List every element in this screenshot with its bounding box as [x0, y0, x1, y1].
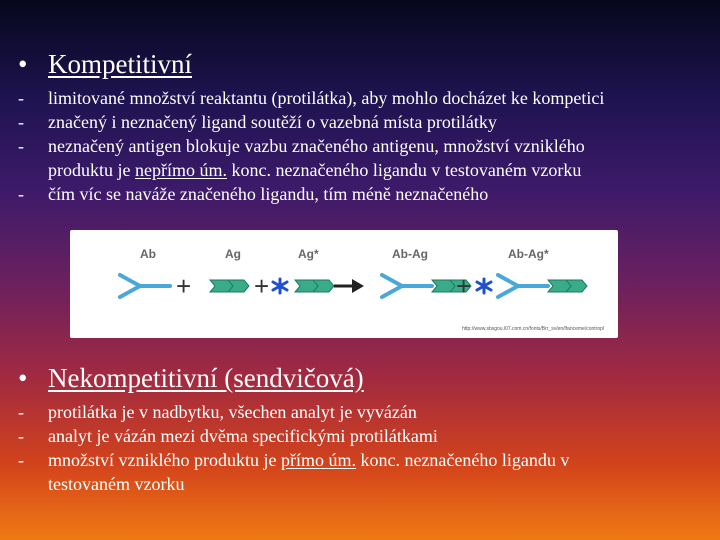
list-item-text: testovaném vzorku [48, 474, 185, 494]
dash: - [18, 450, 24, 470]
list-item [18, 86, 708, 110]
label-ab: Ab [140, 247, 156, 261]
bullet: • [18, 49, 28, 79]
list-item-text: konc. neznačeného ligandu v testovaném vzorku [227, 160, 582, 180]
bullet: • [18, 363, 28, 393]
label-star-icon [273, 279, 287, 293]
list-item-text: neznačený antigen blokuje vazbu značeného antigenu, množství vzniklého [48, 136, 585, 156]
list-item-underlined-text: nepřímo úm. [135, 160, 227, 180]
list-item-text: množství vzniklého produktu je [48, 450, 281, 470]
antigen-icon [295, 280, 334, 292]
antigen-icon [210, 280, 249, 292]
heading-competitive-text: Kompetitivní [48, 49, 192, 79]
list-item-text: čím víc se naváže značeného ligandu, tím méně neznačeného [48, 184, 489, 204]
list-item [18, 424, 708, 448]
diagram-svg [70, 230, 618, 338]
dash: - [18, 136, 24, 156]
label-ag: Ag [225, 247, 241, 261]
noncompetitive-list [18, 400, 708, 496]
label-ag-star: Ag* [298, 247, 319, 261]
list-item [18, 110, 708, 134]
list-item-text: produktu je [48, 160, 135, 180]
list-item [18, 182, 708, 206]
list-item-text: konc. neznačeného ligandu v [355, 450, 570, 470]
heading-noncompetitive-text: Nekompetitivní (sendvičová) [48, 363, 364, 393]
dash: - [18, 426, 24, 446]
list-item [18, 400, 708, 424]
list-item-text: limitované množství reaktantu (protilátka), aby mohlo docházet ke kompetici [48, 88, 605, 108]
list-item-text: značený i neznačený ligand soutěží o vazebná místa protilátky [48, 112, 497, 132]
plus-sign: + [456, 271, 472, 301]
plus-sign: + [176, 271, 192, 301]
list-item-text: protilátka je v nadbytku, všechen analyt je vyvázán [48, 402, 417, 422]
dash: - [18, 184, 24, 204]
plus-sign: + [254, 271, 270, 301]
list-item [18, 134, 708, 182]
heading-competitive [18, 48, 192, 80]
antibody-icon [120, 275, 170, 297]
list-item [18, 448, 708, 496]
image-credit: http://www.sbsgou.l07.com.cn/fonts/Brr_sv/en/lfanceme/contropl [462, 326, 605, 332]
heading-noncompetitive [18, 362, 364, 394]
list-item-text: analyt je vázán mezi dvěma specifickými protilátkami [48, 426, 438, 446]
reaction-arrow-icon [334, 279, 364, 293]
competitive-assay-diagram [70, 230, 618, 338]
competitive-list [18, 86, 708, 206]
label-ab-ag-star: Ab-Ag* [508, 247, 549, 261]
list-item-underlined-text: přímo úm. [280, 450, 356, 470]
dash: - [18, 402, 24, 422]
label-ab-ag: Ab-Ag [392, 247, 428, 261]
dash: - [18, 88, 24, 108]
dash: - [18, 112, 24, 132]
antibody-labeled-antigen-complex-icon [477, 275, 587, 297]
